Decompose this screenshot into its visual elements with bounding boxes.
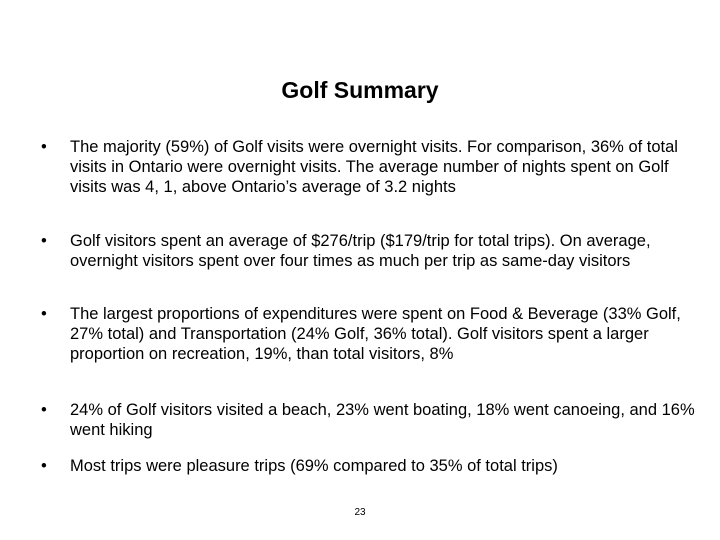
bullet-icon: • [41, 232, 47, 250]
bullet-icon: • [41, 138, 47, 156]
bullet-text: The largest proportions of expenditures were spent on Food & Beverage (33% Golf, 27% total) and Transportation (24% Golf, 36% total). Golf visitors spent a larger proportion on recreation, 19%, than total visitors, 8% [70, 305, 681, 363]
bullet-icon: • [41, 305, 47, 323]
bullet-text: Golf visitors spent an average of $276/trip ($179/trip for total trips). On average, overnight visitors spent over four times as much per trip as same-day visitors [70, 232, 651, 270]
bullet-text: Most trips were pleasure trips (69% compared to 35% of total trips) [70, 457, 558, 475]
bullet-text: The majority (59%) of Golf visits were overnight visits. For comparison, 36% of total visits in Ontario were overnight visits. The average number of nights spent on Golf visits was 4, 1, above Ontario’s average of 3.2 nights [70, 138, 678, 196]
bullet-icon: • [41, 457, 47, 475]
bullet-icon: • [41, 401, 47, 419]
page-number: 23 [354, 507, 366, 518]
slide-title: Golf Summary [281, 77, 439, 103]
bullet-text: 24% of Golf visitors visited a beach, 23% went boating, 18% went canoeing, and 16% went hiking [70, 401, 695, 439]
